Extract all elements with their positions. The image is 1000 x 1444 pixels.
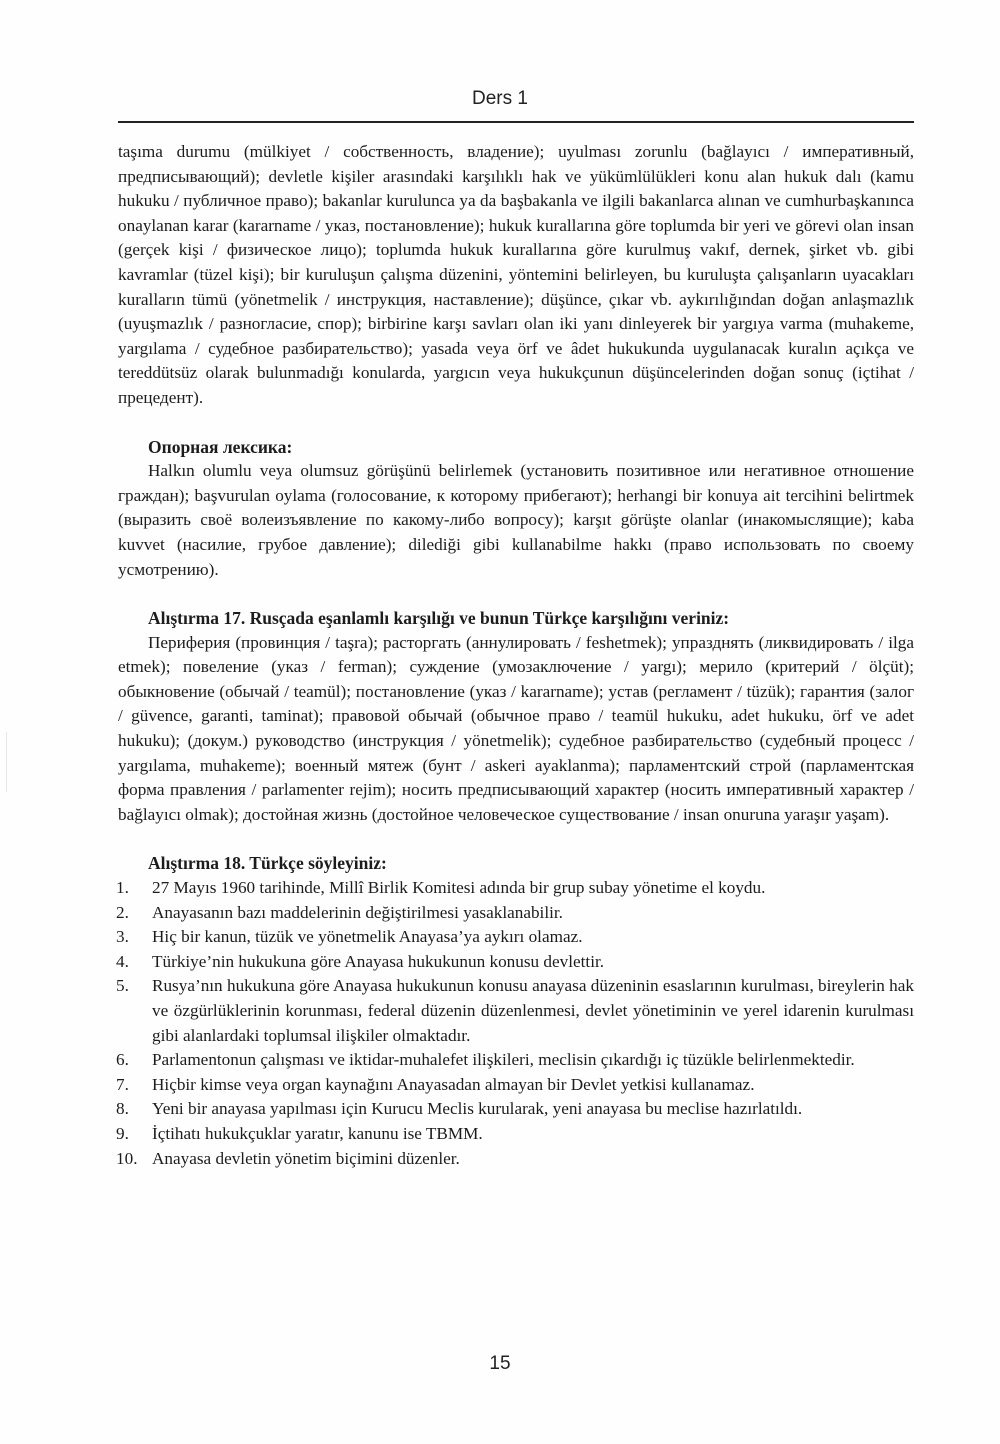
item-number: 9. (116, 1123, 129, 1143)
vocabulary-paragraph: Halkın olumlu veya olumsuz görüşünü belirlemek (установить позитивное или негативное отношение граждан); başvurulan oylama (голосование, к которому прибегают); herhangi bir konuya ait tercihini belirtmek (выразить своё волеизъявление по какому-либо вопросу); karşıt görüşte olanlar (инакомыслящие); kaba kuvvet (насилие, грубое давление); dilediği gibi kullanabilme hakkı (право использовать по своему усмотрению). (118, 461, 914, 579)
item-number: 5. (116, 976, 129, 996)
scan-artifact (6, 732, 7, 792)
page-number: 15 (489, 1353, 511, 1374)
item-text: 27 Mayıs 1960 tarihinde, Millî Birlik Komitesi adında bir grup subay yönetime el koydu. (152, 878, 766, 898)
list-item (118, 901, 914, 926)
item-number: 2. (116, 902, 129, 922)
item-text: Rusya’nın hukukuna göre Anayasa hukukunun konusu anayasa düzeninin esaslarının kurulması, bireylerin hak ve özgürlüklerinin korunması, federal düzenin düzenlenmesi, devlet yönetiminin ve yerel idarenin kurulması gibi alanlardaki toplumsal ilişkiler olmaktadır. (152, 976, 914, 1045)
item-text: Hiç bir kanun, tüzük ve yönetmelik Anayasa’ya aykırı olamaz. (152, 927, 583, 947)
exercise-18-list (118, 876, 914, 1171)
item-number: 6. (116, 1050, 129, 1070)
list-item (118, 1097, 914, 1122)
item-text: Yeni bir anayasa yapılması için Kurucu Meclis kurularak, yeni anayasa bu meclise hazırlatıldı. (152, 1099, 803, 1119)
list-item (118, 1147, 914, 1172)
item-text: Anayasa devletin yönetim biçimini düzenler. (152, 1148, 460, 1168)
item-text: İçtihatı hukukçuklar yaratır, kanunu ise TBMM. (152, 1123, 483, 1143)
exercise-17-paragraph: Периферия (провинция / taşra); расторгать (аннулировать / feshetmek); упразднять (ликвидировать / ilga etmek); повеление (указ / ferman); суждение (умозаключение / yargı); мерило (критерий / ölçüt); обыкновение (обычай / teamül); постановление (указ / kararname); устав (регламент / tüzük); гарантия (залог / güvence, garanti, taminat); правовой обычай (обычное право / teamül hukuku, adet hukuku, örf ve adet hukuku); (докум.) руководство (инструкция / yönetmelik); судебное разбирательство (судебный процесс / yargılama, muhakeme); военный мятеж (бунт / askeri ayaklanma); парламентский строй (парламентская форма правления / parlamenter rejim); носить предписывающий характер (носить императивный характер / bağlayıcı olmak); достойная жизнь (достойное человеческое существование / insan onuruna yaraşır yaşam). (118, 632, 914, 824)
vocabulary-heading: Опорная лексика: (148, 436, 293, 457)
item-number: 8. (116, 1099, 129, 1119)
item-number: 10. (116, 1148, 138, 1168)
item-number: 7. (116, 1074, 129, 1094)
item-number: 1. (116, 878, 129, 898)
page-body (118, 140, 914, 1171)
intro-paragraph: taşıma durumu (mülkiyet / собственность, владение); uyulması zorunlu (bağlayıcı / императивный, предписывающий); devletle kişiler arasındaki karşılıklı hak ve yükümlülükleri konu alan hukuk dalı (kamu hukuku / публичное право); bakanlar kurulunca ya da başbakanla ve ilgili bakanlarca alınan ve cumhurbaşkanınca onaylanan karar (kararname / указ, постановление); hukuk kurallarına göre toplumda bir yeri ve görevi olan insan (gerçek kişi / физическое лицо); toplumda hukuk kurallarına göre kurulmuş vakıf, dernek, şirket vb. gibi kavramlar (tüzel kişi); bir kuruluşun çalışma düzenini, yöntemini belirleyen, bu kuruluşta çalışanların uyacakları kuralların tümü (yönetmelik / инструкция, наставление); düşünce, çıkar vb. aykırılığından doğan anlaşmazlık (uyuşmazlık / разногласие, спор); birbirine karşı savları olan iki yanı dinleyerek bir yargıya varma (muhakeme, yargılama / судебное разбирательство); yasada veya örf ve âdet hukukunda uygulanacak kuralın açıkça ve tereddütsüz olarak bulunmadığı konularda, yargıcın veya hukukçunun düşüncelerinden doğan sonuç (içtihat / прецедент). (118, 142, 914, 407)
list-item (118, 876, 914, 901)
list-item (118, 950, 914, 975)
list-item (118, 1122, 914, 1147)
item-text: Parlamentonun çalışması ve iktidar-muhalefet ilişkileri, meclisin çıkardığı iç tüzükle belirlenmektedir. (152, 1050, 855, 1070)
running-header: Ders 1 (472, 88, 528, 109)
list-item (118, 974, 914, 1048)
exercise-18-heading: Alıştırma 18. Türkçe söyleyiniz: (148, 853, 387, 874)
item-text: Türkiye’nin hukukuna göre Anayasa hukukunun konusu devlettir. (152, 951, 605, 971)
exercise-17-heading: Alıştırma 17. Rusçada eşanlamlı karşılığı ve bunun Türkçe karşılığını veriniz: (148, 608, 730, 629)
item-number: 4. (116, 951, 129, 971)
list-item (118, 1048, 914, 1073)
item-text: Hiçbir kimse veya organ kaynağını Anayasadan almayan bir Devlet yetkisi kullanamaz. (152, 1074, 755, 1094)
item-text: Anayasanın bazı maddelerinin değiştirilmesi yasaklanabilir. (152, 902, 563, 922)
header-rule (118, 121, 914, 123)
item-number: 3. (116, 927, 129, 947)
list-item (118, 925, 914, 950)
list-item (118, 1073, 914, 1098)
